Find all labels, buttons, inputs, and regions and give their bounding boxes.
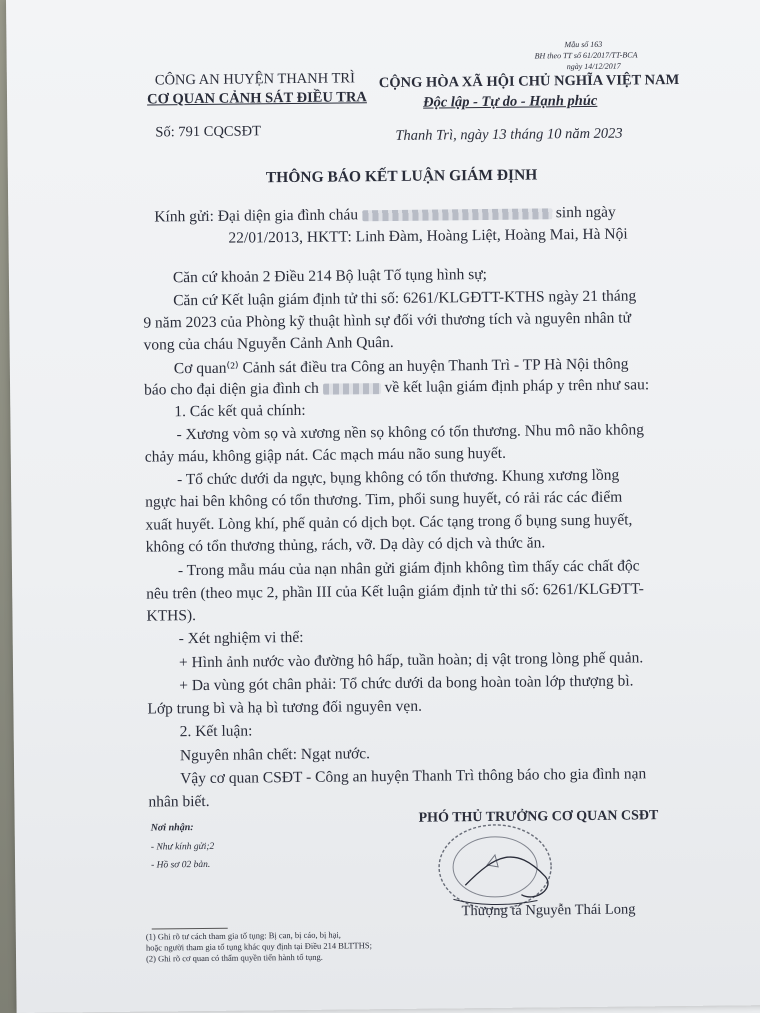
recipient-line1: Kính gửi: Đại diện gia đình cháu sinh ngày bbox=[154, 203, 616, 226]
official-stamp-icon bbox=[425, 814, 566, 915]
body-line: Vậy cơ quan CSĐT - Công an huyện Thanh Trì thông báo cho gia đình nạn bbox=[180, 765, 647, 788]
form-code-1: Mẫu số 163 bbox=[564, 39, 603, 50]
country-line1: CỘNG HÒA XÃ HỘI CHỦ NGHĨA VIỆT NAM bbox=[378, 71, 680, 92]
body-line: Căn cứ khoản 2 Điều 214 Bộ luật Tố tụng hình sự; bbox=[172, 265, 488, 287]
body-line: + Da vùng gót chân phải: Tổ chức dưới da bong hoàn toàn lớp thượng bì. bbox=[179, 672, 634, 695]
body-line: KTHS). bbox=[146, 607, 197, 625]
country-motto: Độc lập - Tự do - Hạnh phúc bbox=[423, 92, 598, 111]
recipient-line2: 22/01/2013, HKTT: Linh Đàm, Hoàng Liệt, Hoàng Mai, Hà Nội bbox=[228, 225, 628, 247]
body-line: 1. Các kết quả chính: bbox=[174, 401, 306, 421]
body-line: 2. Kết luận: bbox=[179, 722, 253, 741]
redacted-name bbox=[362, 208, 552, 221]
recipients-label: Nơi nhận: bbox=[150, 822, 194, 834]
footnote-1: (1) Ghi rõ tư cách tham gia tố tụng: Bị can, bị cáo, bị hại, bbox=[145, 929, 341, 942]
body-line: - Xét nghiệm vi thể: bbox=[178, 628, 304, 648]
signature-name: Thượng tá Nguyễn Thái Long bbox=[461, 901, 636, 920]
body-line: Cơ quan⁽²⁾ Cảnh sát điều tra Công an huyện Thanh Trì - TP Hà Nội thông bbox=[173, 355, 629, 378]
form-code-2: BH theo TT số 61/2017/TT-BCA bbox=[534, 50, 638, 61]
footnote-divider bbox=[152, 928, 228, 930]
body-line: không có tổn thương thủng, rách, vỡ. Dạ dày có dịch và thức ăn. bbox=[145, 534, 546, 556]
body-line: + Hình ảnh nước vào đường hô hấp, tuần hoàn; dị vật trong lòng phế quản. bbox=[178, 649, 644, 672]
body-line: Căn cứ Kết luận giám định tử thi số: 6261/KLGĐTT-KTHS ngày 21 tháng bbox=[173, 287, 637, 310]
document-date: Thanh Trì, ngày 13 tháng 10 năm 2023 bbox=[395, 125, 623, 144]
document-title: THÔNG BÁO KẾT LUẬN GIÁM ĐỊNH bbox=[265, 166, 538, 187]
body-line: Lớp trung bì và hạ bì tương đối nguyên vẹn. bbox=[147, 697, 422, 718]
body-line: 9 năm 2023 của Phòng kỹ thuật hình sự đối với thương tích và nguyên nhân tử bbox=[143, 309, 632, 332]
body-line: xuất huyết. Lòng khí, phế quản có dịch bọt. Các tạng trong ổ bụng sung huyết, bbox=[145, 511, 633, 534]
body-line: vong của cháu Nguyễn Cảnh Anh Quân. bbox=[143, 333, 394, 354]
agency-line2: CƠ QUAN CẢNH SÁT ĐIỀU TRA bbox=[146, 89, 367, 108]
redacted-name-2 bbox=[323, 383, 381, 395]
recipients-item: - Hồ sơ 02 bản. bbox=[151, 859, 211, 871]
body-line: báo cho đại diện gia đình ch về kết luận giám định pháp y trên như sau: bbox=[144, 376, 650, 399]
document-page bbox=[6, 0, 760, 1013]
recipients-item: - Như kính gửi;2 bbox=[150, 841, 215, 853]
body-line: nêu trên (theo mục 2, phần III của Kết luận giám định tử thi số: 6261/KLGĐTT- bbox=[146, 580, 644, 603]
footnote-3: (2) Ghi rõ cơ quan có thẩm quyền tiến hành tố tụng. bbox=[145, 951, 323, 964]
signature-role: PHÓ THỦ TRƯỞNG CƠ QUAN CSĐT bbox=[418, 808, 659, 826]
body-line: chảy máu, không giập nát. Các mạch máu não sung huyết. bbox=[144, 444, 507, 466]
body-line: - Trong mẫu máu của nạn nhân gửi giám định không tìm thấy các chất độc bbox=[177, 557, 640, 580]
footnote-2: hoặc người tham gia tố tụng khác quy định tại Điều 214 BLTTHS; bbox=[145, 940, 372, 953]
body-line: - Tổ chức dưới da ngực, bụng không có tổn thương. Khung xương lồng bbox=[176, 466, 620, 489]
body-line: Nguyên nhân chết: Ngạt nước. bbox=[179, 745, 371, 765]
agency-line1: CÔNG AN HUYỆN THANH TRÌ bbox=[154, 70, 355, 89]
body-line: - Xương vòm sọ và xương nền sọ không có tổn thương. Nhu mô não không bbox=[176, 421, 645, 444]
body-line: nhân biết. bbox=[148, 792, 210, 811]
document-number: Số: 791 CQCSĐT bbox=[155, 123, 262, 141]
body-line: ngực hai bên không có tổn thương. Tim, phổi sung huyết, có rải rác các điểm bbox=[145, 488, 623, 511]
form-code-3: ngày 14/12/2017 bbox=[566, 61, 621, 72]
